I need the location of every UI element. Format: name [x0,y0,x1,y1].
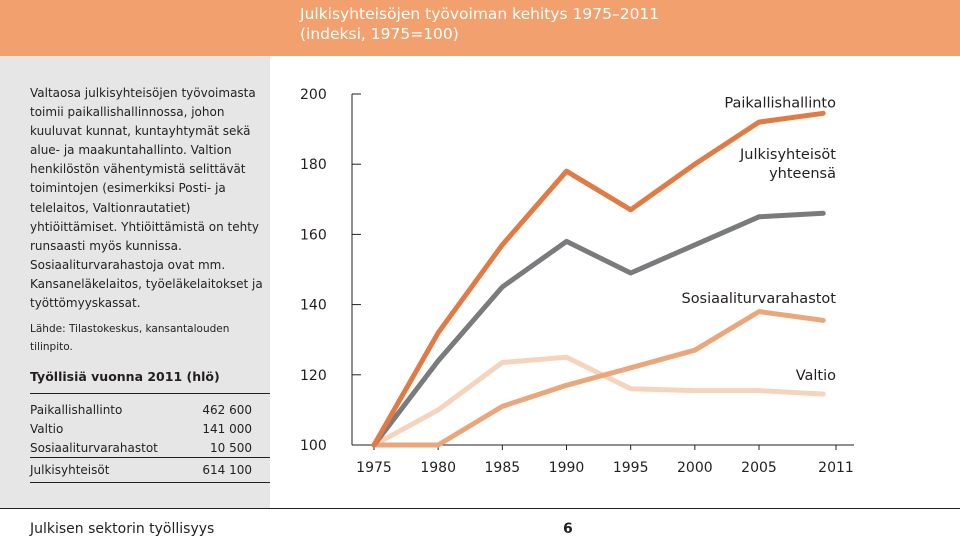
series-line-0 [374,113,823,445]
stat-label: Valtio [30,422,64,436]
stat-value: 462 600 [202,403,252,417]
y-tick-label: 200 [300,87,327,103]
stat-row [30,439,252,458]
header-bar [0,0,960,56]
x-tick-label: 2011 [818,460,854,476]
x-tick-label: 1980 [420,460,456,476]
series-label: Paikallishallinto [724,95,836,112]
stat-label: Paikallishallinto [30,403,123,417]
series-line-3 [374,357,823,445]
stat-label: Sosiaaliturvarahastot [30,441,158,455]
x-tick-label: 1995 [612,460,649,476]
x-tick-label: 2005 [741,460,777,476]
stat-total-label: Julkisyhteisöt [30,463,110,477]
y-tick-label: 120 [300,367,327,384]
series-label: Julkisyhteisöt [740,146,836,163]
stat-row [30,401,252,420]
series-label: yhteensä [769,166,836,183]
chart-title-line2: (indeksi, 1975=100) [300,25,459,43]
stats-title: Työllisiä vuonna 2011 (hlö) [30,369,220,384]
x-tick-label: 1985 [484,460,521,476]
footer-title: Julkisen sektorin työllisyys [30,521,215,537]
stat-total-row [30,461,252,480]
chart-title [300,4,659,44]
y-tick-label: 160 [300,227,327,244]
x-tick-label: 2000 [677,460,713,476]
stats-total-rule [30,457,270,458]
y-tick-label: 100 [300,438,327,454]
y-tick-label: 180 [300,157,327,174]
stats-top-rule [30,393,270,394]
chart-title-line1: Julkisyhteisöjen työvoiman kehitys 1975–2011 [300,5,660,23]
stat-value: 10 500 [210,441,252,455]
description-text: Valtaosa julkisyhteisöjen työvoimasta toimii paikallishallinnossa, johon kuuluvat kunnat, kuntayhtymät sekä alue- ja maakuntahallinto. Valtion henkilöstön vähentymistä selittävät toimintojen (esimerkiksi Posti- ja telelaitos, Valtionrautatiet) yhtiöittämiset. Yhtiöittämistä on tehty runsaasti myös kunnissa. Sosiaaliturvarahastoja ovat mm. Kansaneläkelaitos, työeläkelaitokset ja työttömyyskassat. [30,86,263,311]
page-number: 6 [563,521,573,537]
footer-rule [0,508,960,509]
stat-total-value: 614 100 [202,463,252,477]
source-note: Lähde: Tilastokeskus, kansantalouden tilinpito. [30,323,230,353]
x-tick-label: 1990 [548,460,585,476]
series-label: Sosiaaliturvarahastot [681,290,836,307]
y-tick-label: 140 [300,297,327,314]
stats-bottom-rule [30,482,270,483]
line-chart [270,56,960,506]
x-tick-label: 1975 [356,460,392,476]
series-label: Valtio [795,368,836,385]
stat-value: 141 000 [202,422,252,436]
stat-row [30,420,252,439]
